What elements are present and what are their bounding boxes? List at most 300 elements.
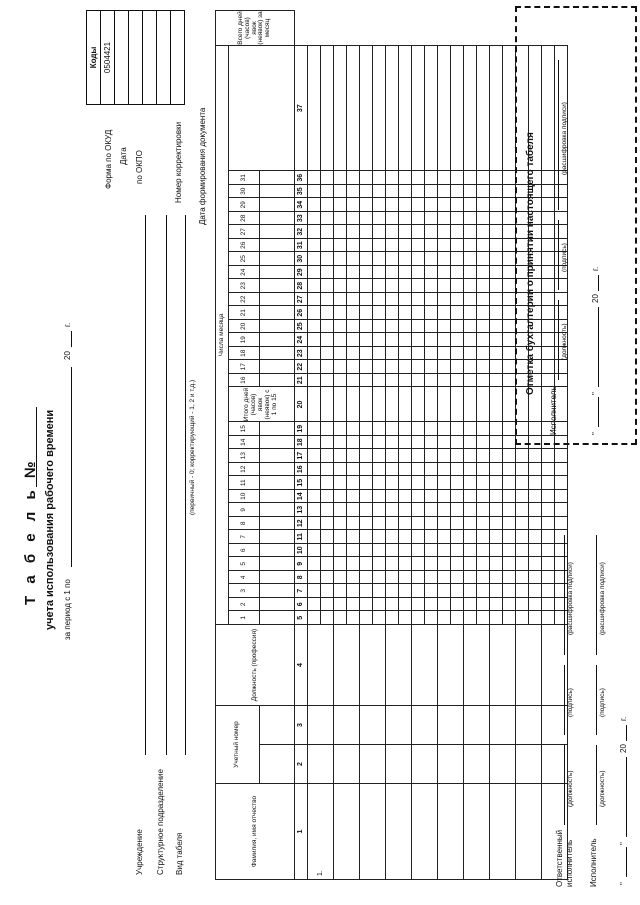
day-cell[interactable] [321, 449, 334, 463]
day-cell[interactable] [334, 171, 347, 185]
day-cell[interactable] [321, 212, 334, 226]
day-cell[interactable] [425, 239, 438, 253]
day-cell[interactable] [490, 584, 503, 598]
day-cell[interactable] [308, 476, 321, 490]
day-cell[interactable] [399, 490, 412, 504]
okpo-value[interactable] [129, 11, 143, 105]
day-cell[interactable] [464, 374, 477, 388]
employee-name-cell[interactable] [490, 784, 516, 880]
day-cell[interactable] [308, 306, 321, 320]
day-cell[interactable] [438, 306, 451, 320]
day-cell[interactable] [308, 212, 321, 226]
day-cell[interactable] [334, 198, 347, 212]
day-cell[interactable] [516, 571, 529, 585]
day-cell[interactable] [308, 360, 321, 374]
day-cell[interactable] [464, 503, 477, 517]
day-cell[interactable] [490, 171, 503, 185]
day-cell[interactable] [490, 449, 503, 463]
total-1-15-cell[interactable] [490, 387, 503, 422]
day-cell[interactable] [334, 584, 347, 598]
day-cell[interactable] [308, 544, 321, 558]
day-cell[interactable] [438, 185, 451, 199]
executor-month-line[interactable] [626, 757, 627, 837]
day-cell[interactable] [334, 557, 347, 571]
day-cell[interactable] [334, 212, 347, 226]
day-cell[interactable] [308, 225, 321, 239]
day-cell[interactable] [386, 293, 399, 307]
day-cell[interactable] [503, 584, 516, 598]
day-cell[interactable] [490, 306, 503, 320]
day-cell[interactable] [360, 476, 373, 490]
day-cell[interactable] [347, 436, 360, 450]
day-cell[interactable] [555, 463, 568, 477]
day-cell[interactable] [529, 611, 542, 625]
day-cell[interactable] [490, 374, 503, 388]
day-cell[interactable] [477, 584, 490, 598]
day-cell[interactable] [386, 530, 399, 544]
account-number-cell-2[interactable] [308, 706, 334, 745]
day-cell[interactable] [490, 198, 503, 212]
day-cell[interactable] [360, 252, 373, 266]
day-cell[interactable] [425, 374, 438, 388]
day-cell[interactable] [334, 333, 347, 347]
day-cell[interactable] [308, 185, 321, 199]
day-cell[interactable] [438, 598, 451, 612]
day-cell[interactable] [490, 611, 503, 625]
day-cell[interactable] [308, 611, 321, 625]
day-cell[interactable] [555, 503, 568, 517]
day-cell[interactable] [477, 306, 490, 320]
day-cell[interactable] [334, 320, 347, 334]
accounting-day-line[interactable] [598, 397, 599, 427]
day-cell[interactable] [412, 320, 425, 334]
day-cell[interactable] [529, 463, 542, 477]
day-cell[interactable] [425, 320, 438, 334]
day-cell[interactable] [347, 463, 360, 477]
day-cell[interactable] [464, 571, 477, 585]
day-cell[interactable] [477, 503, 490, 517]
day-cell[interactable] [438, 198, 451, 212]
day-cell[interactable] [399, 557, 412, 571]
day-cell[interactable] [464, 490, 477, 504]
day-cell[interactable] [438, 517, 451, 531]
day-cell[interactable] [516, 490, 529, 504]
day-cell[interactable] [555, 476, 568, 490]
day-cell[interactable] [451, 463, 464, 477]
day-cell[interactable] [516, 557, 529, 571]
day-cell[interactable] [373, 571, 386, 585]
total-1-15-cell[interactable] [464, 387, 477, 422]
position-cell[interactable] [464, 625, 490, 706]
day-cell[interactable] [360, 374, 373, 388]
day-cell[interactable] [399, 185, 412, 199]
day-cell[interactable] [503, 293, 516, 307]
day-cell[interactable] [360, 436, 373, 450]
day-cell[interactable] [451, 333, 464, 347]
total-1-15-cell[interactable] [308, 387, 321, 422]
day-cell[interactable] [347, 212, 360, 226]
day-cell[interactable] [334, 476, 347, 490]
day-cell[interactable] [399, 422, 412, 436]
day-cell[interactable] [516, 598, 529, 612]
day-cell[interactable] [412, 490, 425, 504]
day-cell[interactable] [308, 463, 321, 477]
day-cell[interactable] [451, 198, 464, 212]
day-cell[interactable] [438, 449, 451, 463]
day-cell[interactable] [425, 463, 438, 477]
day-cell[interactable] [477, 279, 490, 293]
day-cell[interactable] [308, 171, 321, 185]
day-cell[interactable] [425, 225, 438, 239]
day-cell[interactable] [425, 544, 438, 558]
day-cell[interactable] [464, 320, 477, 334]
day-cell[interactable] [386, 225, 399, 239]
day-cell[interactable] [373, 225, 386, 239]
day-cell[interactable] [477, 544, 490, 558]
day-cell[interactable] [412, 463, 425, 477]
day-cell[interactable] [373, 212, 386, 226]
total-1-15-cell[interactable] [477, 387, 490, 422]
doc-date-value[interactable] [171, 11, 185, 105]
position-cell[interactable] [438, 625, 464, 706]
day-cell[interactable] [438, 490, 451, 504]
day-cell[interactable] [451, 544, 464, 558]
day-cell[interactable] [555, 517, 568, 531]
position-cell[interactable] [490, 625, 516, 706]
total-month-cell[interactable] [347, 46, 360, 172]
day-cell[interactable] [477, 517, 490, 531]
day-cell[interactable] [347, 266, 360, 280]
day-cell[interactable] [373, 449, 386, 463]
day-cell[interactable] [386, 584, 399, 598]
day-cell[interactable] [464, 598, 477, 612]
day-cell[interactable] [542, 544, 555, 558]
day-cell[interactable] [542, 476, 555, 490]
day-cell[interactable] [308, 333, 321, 347]
day-cell[interactable] [321, 360, 334, 374]
day-cell[interactable] [490, 279, 503, 293]
day-cell[interactable] [347, 584, 360, 598]
day-cell[interactable] [399, 198, 412, 212]
day-cell[interactable] [477, 557, 490, 571]
day-cell[interactable] [477, 185, 490, 199]
employee-name-cell[interactable] [464, 784, 490, 880]
day-cell[interactable] [321, 266, 334, 280]
day-cell[interactable] [503, 185, 516, 199]
day-cell[interactable] [438, 347, 451, 361]
position-cell[interactable] [412, 625, 438, 706]
account-number-cell-2[interactable] [438, 706, 464, 745]
day-cell[interactable] [516, 476, 529, 490]
date-value[interactable] [115, 11, 129, 105]
day-cell[interactable] [503, 266, 516, 280]
day-cell[interactable] [542, 490, 555, 504]
day-cell[interactable] [334, 436, 347, 450]
day-cell[interactable] [360, 490, 373, 504]
day-cell[interactable] [490, 266, 503, 280]
day-cell[interactable] [477, 463, 490, 477]
total-month-cell[interactable] [399, 46, 412, 172]
day-cell[interactable] [373, 436, 386, 450]
day-cell[interactable] [542, 598, 555, 612]
day-cell[interactable] [451, 252, 464, 266]
day-cell[interactable] [490, 530, 503, 544]
day-cell[interactable] [490, 598, 503, 612]
account-number-cell[interactable] [516, 745, 542, 784]
day-cell[interactable] [334, 611, 347, 625]
day-cell[interactable] [451, 266, 464, 280]
day-cell[interactable] [451, 225, 464, 239]
accounting-month-line[interactable] [598, 307, 599, 387]
day-cell[interactable] [555, 598, 568, 612]
day-cell[interactable] [529, 584, 542, 598]
day-cell[interactable] [490, 436, 503, 450]
day-cell[interactable] [490, 293, 503, 307]
day-cell[interactable] [360, 557, 373, 571]
day-cell[interactable] [555, 544, 568, 558]
day-cell[interactable] [477, 490, 490, 504]
day-cell[interactable] [386, 557, 399, 571]
day-cell[interactable] [308, 320, 321, 334]
day-cell[interactable] [438, 266, 451, 280]
day-cell[interactable] [347, 517, 360, 531]
day-cell[interactable] [438, 320, 451, 334]
day-cell[interactable] [451, 422, 464, 436]
day-cell[interactable] [490, 212, 503, 226]
day-cell[interactable] [490, 544, 503, 558]
day-cell[interactable] [399, 239, 412, 253]
day-cell[interactable] [451, 279, 464, 293]
day-cell[interactable] [503, 517, 516, 531]
day-cell[interactable] [386, 347, 399, 361]
total-1-15-cell[interactable] [347, 387, 360, 422]
day-cell[interactable] [451, 449, 464, 463]
day-cell[interactable] [412, 306, 425, 320]
day-cell[interactable] [334, 293, 347, 307]
day-cell[interactable] [438, 212, 451, 226]
day-cell[interactable] [529, 598, 542, 612]
day-cell[interactable] [360, 306, 373, 320]
executor-position-line[interactable] [596, 745, 597, 825]
day-cell[interactable] [542, 557, 555, 571]
day-cell[interactable] [503, 463, 516, 477]
employee-name-cell[interactable] [438, 784, 464, 880]
day-cell[interactable] [308, 571, 321, 585]
position-cell[interactable] [334, 625, 360, 706]
day-cell[interactable] [399, 266, 412, 280]
day-cell[interactable] [490, 252, 503, 266]
day-cell[interactable] [542, 611, 555, 625]
day-cell[interactable] [542, 517, 555, 531]
day-cell[interactable] [386, 503, 399, 517]
day-cell[interactable] [412, 598, 425, 612]
day-cell[interactable] [308, 239, 321, 253]
day-cell[interactable] [399, 347, 412, 361]
day-cell[interactable] [425, 212, 438, 226]
day-cell[interactable] [529, 449, 542, 463]
day-cell[interactable] [464, 279, 477, 293]
day-cell[interactable] [477, 171, 490, 185]
day-cell[interactable] [347, 449, 360, 463]
day-cell[interactable] [360, 279, 373, 293]
accounting-decoding-line[interactable] [558, 60, 559, 210]
position-cell[interactable] [516, 625, 542, 706]
day-cell[interactable] [399, 436, 412, 450]
day-cell[interactable] [438, 239, 451, 253]
day-cell[interactable] [477, 293, 490, 307]
day-cell[interactable] [321, 503, 334, 517]
day-cell[interactable] [360, 360, 373, 374]
day-cell[interactable] [308, 557, 321, 571]
day-cell[interactable] [347, 306, 360, 320]
day-cell[interactable] [373, 374, 386, 388]
day-cell[interactable] [503, 544, 516, 558]
day-cell[interactable] [334, 571, 347, 585]
day-cell[interactable] [451, 239, 464, 253]
day-cell[interactable] [477, 611, 490, 625]
day-cell[interactable] [464, 212, 477, 226]
day-cell[interactable] [399, 476, 412, 490]
day-cell[interactable] [477, 333, 490, 347]
day-cell[interactable] [555, 611, 568, 625]
day-cell[interactable] [347, 422, 360, 436]
day-cell[interactable] [542, 449, 555, 463]
day-cell[interactable] [399, 571, 412, 585]
day-cell[interactable] [399, 503, 412, 517]
day-cell[interactable] [490, 571, 503, 585]
day-cell[interactable] [360, 530, 373, 544]
day-cell[interactable] [386, 490, 399, 504]
day-cell[interactable] [373, 422, 386, 436]
day-cell[interactable] [477, 239, 490, 253]
day-cell[interactable] [347, 320, 360, 334]
day-cell[interactable] [464, 360, 477, 374]
day-cell[interactable] [438, 333, 451, 347]
day-cell[interactable] [386, 476, 399, 490]
day-cell[interactable] [503, 422, 516, 436]
day-cell[interactable] [334, 463, 347, 477]
day-cell[interactable] [451, 490, 464, 504]
day-cell[interactable] [503, 239, 516, 253]
account-number-cell-2[interactable] [360, 706, 386, 745]
day-cell[interactable] [373, 584, 386, 598]
day-cell[interactable] [425, 503, 438, 517]
accounting-position-line[interactable] [558, 300, 559, 380]
day-cell[interactable] [386, 279, 399, 293]
day-cell[interactable] [464, 422, 477, 436]
day-cell[interactable] [529, 571, 542, 585]
day-cell[interactable] [438, 476, 451, 490]
day-cell[interactable] [360, 293, 373, 307]
day-cell[interactable] [516, 544, 529, 558]
day-cell[interactable] [477, 212, 490, 226]
day-cell[interactable] [451, 571, 464, 585]
employee-name-cell[interactable] [360, 784, 386, 880]
executor-signature-line[interactable] [596, 665, 597, 735]
day-cell[interactable] [438, 360, 451, 374]
total-month-cell[interactable] [373, 46, 386, 172]
day-cell[interactable] [477, 198, 490, 212]
day-cell[interactable] [542, 503, 555, 517]
day-cell[interactable] [425, 306, 438, 320]
account-number-cell[interactable] [386, 745, 412, 784]
day-cell[interactable] [490, 333, 503, 347]
employee-name-cell[interactable] [386, 784, 412, 880]
day-cell[interactable] [386, 360, 399, 374]
day-cell[interactable] [542, 530, 555, 544]
position-cell[interactable] [360, 625, 386, 706]
day-cell[interactable] [386, 598, 399, 612]
day-cell[interactable] [386, 306, 399, 320]
account-number-cell-2[interactable] [516, 706, 542, 745]
total-1-15-cell[interactable] [373, 387, 386, 422]
day-cell[interactable] [347, 198, 360, 212]
day-cell[interactable] [490, 557, 503, 571]
day-cell[interactable] [412, 333, 425, 347]
day-cell[interactable] [477, 360, 490, 374]
day-cell[interactable] [360, 503, 373, 517]
day-cell[interactable] [490, 490, 503, 504]
day-cell[interactable] [360, 598, 373, 612]
day-cell[interactable] [438, 544, 451, 558]
day-cell[interactable] [360, 517, 373, 531]
day-cell[interactable] [516, 530, 529, 544]
day-cell[interactable] [425, 171, 438, 185]
day-cell[interactable] [373, 333, 386, 347]
day-cell[interactable] [529, 517, 542, 531]
day-cell[interactable] [503, 212, 516, 226]
account-number-cell-2[interactable] [412, 706, 438, 745]
day-cell[interactable] [386, 571, 399, 585]
day-cell[interactable] [399, 517, 412, 531]
day-cell[interactable] [516, 449, 529, 463]
total-1-15-cell[interactable] [399, 387, 412, 422]
day-cell[interactable] [334, 279, 347, 293]
day-cell[interactable] [412, 374, 425, 388]
day-cell[interactable] [373, 293, 386, 307]
day-cell[interactable] [347, 185, 360, 199]
day-cell[interactable] [412, 225, 425, 239]
day-cell[interactable] [308, 374, 321, 388]
account-number-cell[interactable] [464, 745, 490, 784]
day-cell[interactable] [451, 584, 464, 598]
day-cell[interactable] [347, 360, 360, 374]
day-cell[interactable] [321, 571, 334, 585]
day-cell[interactable] [451, 293, 464, 307]
day-cell[interactable] [373, 490, 386, 504]
responsible-position-line[interactable] [564, 745, 565, 825]
day-cell[interactable] [347, 571, 360, 585]
day-cell[interactable] [516, 517, 529, 531]
day-cell[interactable] [321, 422, 334, 436]
day-cell[interactable] [529, 503, 542, 517]
total-month-cell[interactable] [360, 46, 373, 172]
day-cell[interactable] [464, 293, 477, 307]
day-cell[interactable] [412, 422, 425, 436]
day-cell[interactable] [451, 185, 464, 199]
day-cell[interactable] [334, 598, 347, 612]
day-cell[interactable] [373, 530, 386, 544]
day-cell[interactable] [360, 584, 373, 598]
day-cell[interactable] [477, 598, 490, 612]
day-cell[interactable] [347, 598, 360, 612]
day-cell[interactable] [516, 584, 529, 598]
day-cell[interactable] [334, 306, 347, 320]
day-cell[interactable] [321, 476, 334, 490]
day-cell[interactable] [412, 266, 425, 280]
day-cell[interactable] [464, 476, 477, 490]
total-1-15-cell[interactable] [503, 387, 516, 422]
